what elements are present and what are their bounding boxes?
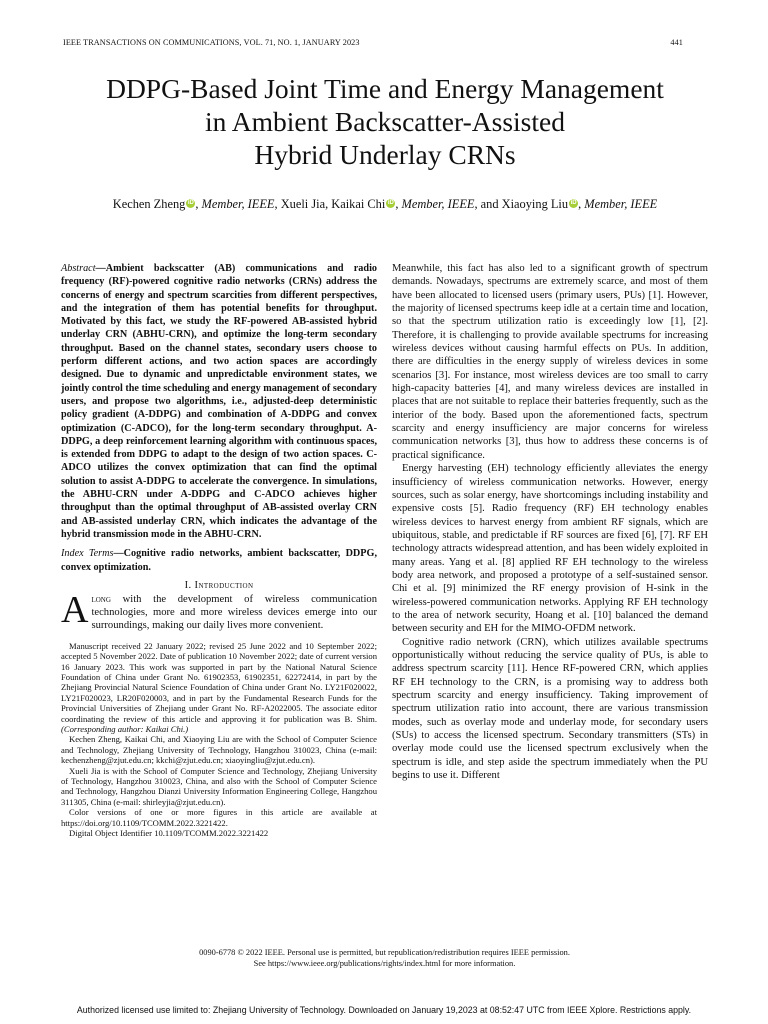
abstract-text: Ambient backscatter (AB) communications and radio frequency (RF)-powered cognitive radio networks (CRNs) address the concerns of energy and spectrum scarcities from different perspectives, and the integration of them has potential benefits for throughput. Motivated by this fact, we study the RF-powered AB-assisted hybrid underlay CRN (ABHU-CRN), and optimize the long-term secondary throughput. Based on the channel states, secondary users choose to perform different actions, and two action spaces are accordingly designed. Due to dynamic and unpredictable environment states, we jointly control the time scheduling and energy management of secondary users, and propose two algorithms, i.e., adjusted-deep deterministic policy gradient (A-DDPG) and combination of A-DDPG and convex optimization (C-ADCO), for the long-term secondary throughput. A-DDPG, a deep reinforcement learning algorithm with continuous spaces, is extended from DDPG to adapt to the design of two action spaces. C-ADCO utilizes the convex optimization that can find the optimal solution to assist A-DDPG to accelerate the convergence. In simulations, the ABHU-CRN under A-DDPG and C-ADCO achieves higher throughput than the optimal throughput of AB-assisted overlay CRN and AB-assisted underlay CRN, which indicates the advantage of the hybrid transmission mode in the ABHU-CRN. <box>61 263 377 540</box>
footnote-color-versions: Color versions of one or more figures in this article are available at https://doi.org/10.1109/TCOMM.2022.3221422. <box>61 807 377 828</box>
abstract-label: Abstract <box>61 263 96 274</box>
footnote-affiliation-1: Kechen Zheng, Kaikai Chi, and Xiaoying Liu are with the School of Computer Science and Technology, Zhejiang University of Technology, Hangzhou 310023, China (e-mail: kechenzheng@zjut.edu.cn; kkchi@zjut.edu.cn; xiaoyingliu@zjut.edu.cn). <box>61 734 377 766</box>
drop-cap: A <box>61 588 89 631</box>
title-line-1: DDPG-Based Joint Time and Energy Management <box>106 73 664 104</box>
copyright-notice <box>61 948 708 969</box>
author-name: , and Xiaoying Liu <box>474 197 569 211</box>
footnote-affiliation-2: Xueli Jia is with the School of Computer Science and Technology, Zhejiang University of Technology, Hangzhou 310023, China, and also with the School of Computer Science and Technology, Hangzhou Dianzi University Information Engineering College, Hangzhou 311305, China (e-mail: shirleyjia@zjut.edu.cn). <box>61 765 377 807</box>
right-column <box>392 262 708 782</box>
paper-title <box>40 72 730 171</box>
journal-info: IEEE TRANSACTIONS ON COMMUNICATIONS, VOL. 71, NO. 1, JANUARY 2023 <box>63 38 360 47</box>
intro-paragraph: Along with the development of wireless communication technologies, more and more wireless devices emerge into our surroundings, making our daily lives more convenient. <box>61 588 377 632</box>
section-title: Introduction <box>194 579 254 591</box>
author-membership: Member, IEEE <box>401 197 475 211</box>
running-header <box>63 38 683 47</box>
orcid-icon[interactable]: iD <box>387 200 394 206</box>
copyright-line-1: 0090-6778 © 2022 IEEE. Personal use is permitted, but republication/redistribution requires IEEE permission. <box>199 948 570 957</box>
index-terms: Index Terms—Cognitive radio networks, ambient backscatter, DDPG, convex optimization. <box>61 548 377 573</box>
body-paragraph: Energy harvesting (EH) technology efficiently alleviates the energy insufficiency of wireless communication networks. However, energy sources, such as solar energy, have shortcomings including instability and expensive costs [5]. Radio frequency (RF) EH technology enables wireless devices to harvest energy from ambient RF signals, which are ubiquitous, stable, and predictable if RF sources are fixed [6], [7]. RF EH technology attracts widespread attention, and has been widely exploited in many areas. Yang et al. [8] applied RF EH technology to the wireless body area network, and proposed a prototype of a self-sustained sensor. Chi et al. [9] minimized the RF energy provision of H-sink in the wireless-powered communication networks. Applying RF EH technology to the area of network security, Hoang et al. [10] balanced the demand between security and EH for the MIMO-OFDM network. <box>392 463 708 635</box>
footnote-doi: Digital Object Identifier 10.1109/TCOMM.2022.3221422 <box>69 828 269 839</box>
index-terms-text: Cognitive radio networks, ambient backscatter, DDPG, convex optimization. <box>61 548 377 573</box>
license-notice: Authorized licensed use limited to: Zhejiang University of Technology. Downloaded on January 19,2023 at 08:52:47 UTC from IEEE Xplore. Restrictions apply. <box>76 1005 692 1015</box>
author-list: Kechen Zheng iD , Member, IEEE, Xueli Jia, Kaikai Chi iD , Member, IEEE, and Xiaoying Liu iD , Member, IEEE <box>112 197 658 211</box>
orcid-icon[interactable]: iD <box>187 200 194 206</box>
body-paragraph: Cognitive radio network (CRN), which utilizes available spectrums opportunistically without reducing the service quality of PUs, is able to address spectrum scarcity [11]. Hence RF-powered CRN, which applies RF EH technology to the CRN, is a promising way to address both spectrum scarcity and energy insufficiency. Taking improvement of spectrum utilization ratio into account, there are various transmission modes, such as overlay mode and underlay mode, for secondary users (SUs) to access the licensed spectrum. Secondary transmitters (STs) in overlay mode could use the licensed spectrum exclusively when the spectrum is idle, and step aside the spectrum immediately when the PU begins to use it. Different <box>392 636 708 782</box>
author-membership: Member, IEEE <box>201 197 275 211</box>
footnote <box>61 641 377 839</box>
index-terms-label: Index Terms <box>61 548 114 560</box>
page-number: 441 <box>670 38 683 47</box>
title-line-3: Hybrid Underlay CRNs <box>254 139 516 170</box>
abstract: Abstract—Ambient backscatter (AB) communications and radio frequency (RF)-powered cognitive radio networks (CRNs) address the concerns of energy and spectrum scarcities from different perspectives, and the integration of them has potential benefits for throughput. Motivated by this fact, we study the RF-powered AB-assisted hybrid underlay CRN (ABHU-CRN), and optimize the long-term secondary throughput. Based on the channel states, secondary users choose to perform different actions, and two action spaces are accordingly designed. Due to dynamic and unpredictable environment states, we jointly control the time scheduling and energy management of secondary users, and propose two algorithms, i.e., adjusted-deep deterministic policy gradient (A-DDPG) and combination of A-DDPG and convex optimization (C-ADCO), for the long-term secondary throughput. A-DDPG, a deep reinforcement learning algorithm with continuous spaces, is extended from DDPG to adapt to the design of two action spaces. C-ADCO utilizes the convex optimization that can find the optimal solution to assist A-DDPG to accelerate the convergence. In simulations, the ABHU-CRN under A-DDPG and C-ADCO achieves higher throughput than the optimal throughput of AB-assisted overlay CRN and AB-assisted underlay CRN, which indicates the advantage of the hybrid transmission mode in the ABHU-CRN. <box>61 263 377 540</box>
section-number: I. <box>184 579 195 591</box>
section-heading <box>61 580 377 591</box>
author-name: , Xueli Jia, Kaikai Chi <box>274 197 386 211</box>
corresponding-author: (Corresponding author: Kaikai Chi.) <box>61 723 189 734</box>
copyright-line-2: See https://www.ieee.org/publications/rights/index.html for more information. <box>253 958 516 968</box>
body-paragraph: Meanwhile, this fact has also led to a significant growth of spectrum demands. Nowadays, spectrums are extremely scarce, and most of them have been allocated to licensed users (primary users, PUs) [1]. However, the majority of licensed spectrums keep idle at a certain time and location, so that the spectrum utilization ratio is exceedingly low [1], [2]. Therefore, it is challenging to provide available spectrums for increasing wireless devices without causing harmful effects on PUs. In addition, there are difficulties in the energy supply of wireless devices in some scenarios [3]. For instance, most wireless devices are too small to carry high-capacity batteries [4], and many wireless devices are installed in places that are not suitable to replace their batteries frequently, such as the interior of the body. Based upon the aforementioned facts, spectrum scarcity and energy insufficiency are major concerns for wireless communication networks [3], thus how to address these concerns is of practical significance. <box>392 263 708 461</box>
author-name: Kechen Zheng <box>112 197 186 211</box>
left-column <box>61 262 377 838</box>
title-line-2: in Ambient Backscatter-Assisted <box>205 106 565 137</box>
intro-text: with the development of wireless communication technologies, more and more wireless devices emerge into our surroundings, making our daily lives more convenient. <box>91 593 377 632</box>
orcid-icon[interactable]: iD <box>570 200 577 206</box>
author-membership: Member, IEEE <box>584 197 658 211</box>
footnote-manuscript: Manuscript received 22 January 2022; revised 25 June 2022 and 10 September 2022; accepted 5 November 2022. Date of publication 10 November 2022; date of current version 16 January 2023. This work was supported in part by the National Natural Science Foundation of China under Grant No. 61902353, 61902351, 62272414, in part by the Zhejiang Provincial Natural Science Foundation of China under Grant No. LY21F020022, LY21F020023, LR20F020003, and in part by the Fundamental Research Funds for the Provincial Universities of Zhejiang under Grant No. RF-A2022005. The associate editor coordinating the review of this article and approving it for publication was B. Shim. (Corresponding author: Kaikai Chi.) <box>61 640 377 734</box>
